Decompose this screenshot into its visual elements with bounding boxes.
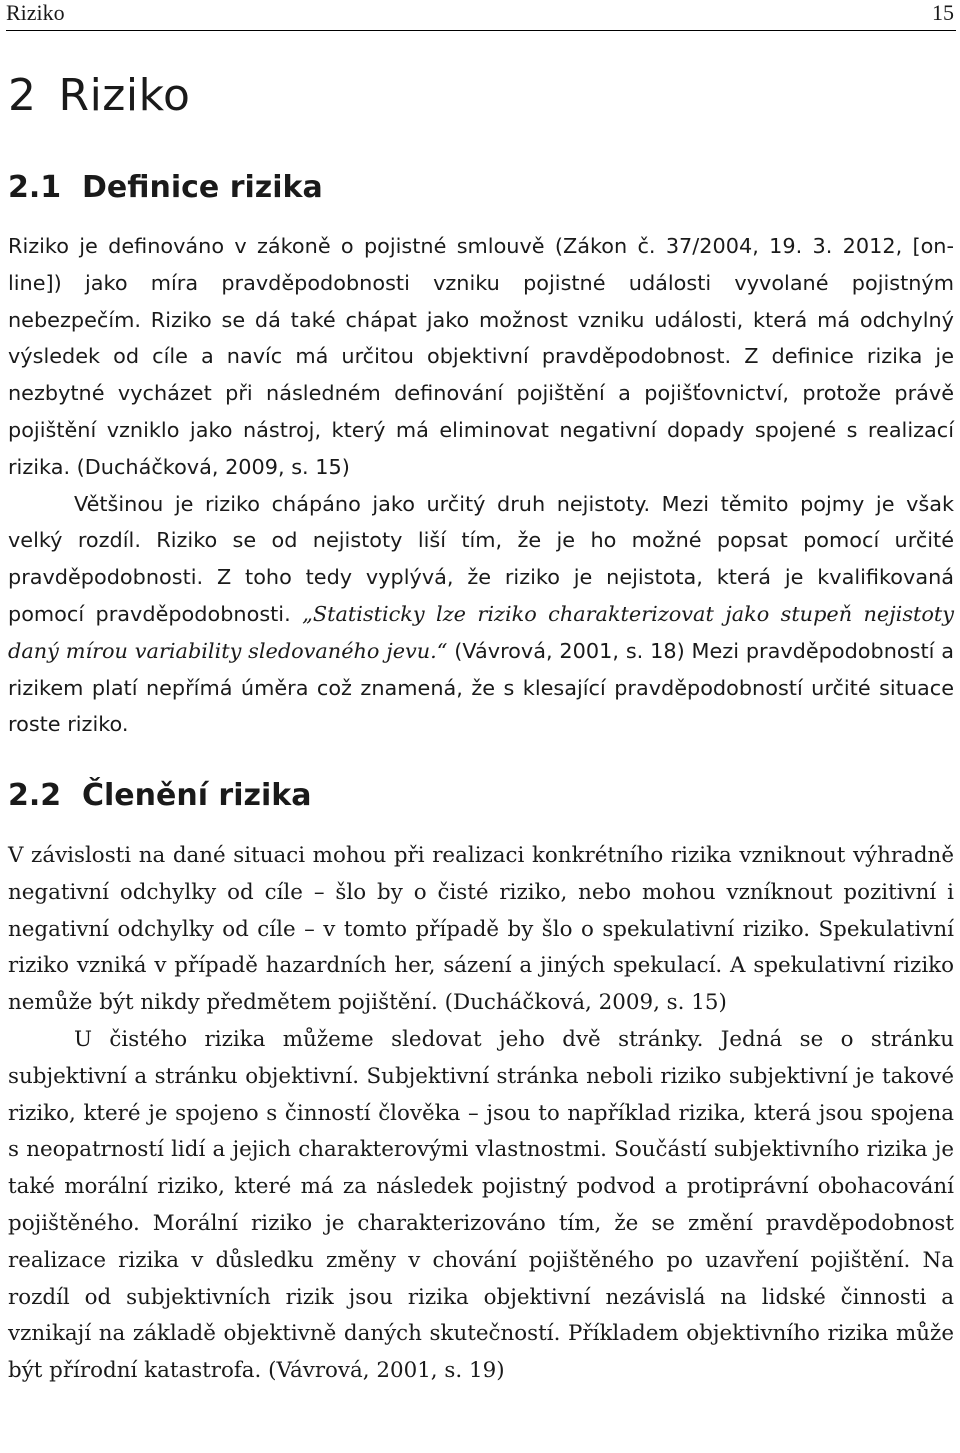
paragraph-text: Většinou je riziko chápáno jako určitý druh nejistoty. Mezi těmito pojmy je však velký rozdíl. Riziko se od nejistoty liší tím, že je ho možné popsat pomocí určité pravděpodobnosti. Z toho tedy vyplývá, že riziko je nejistota, která je kvalifikovaná pomocí pravděpodobnosti. bbox=[8, 491, 954, 626]
quotation: „Statisticky lze riziko charakterizovat jako stupeň nejistoty daný mírou variability sledovaného jevu.“ bbox=[8, 601, 954, 663]
section-body bbox=[8, 838, 954, 1390]
section-number: 2.2 bbox=[8, 778, 62, 813]
paragraph-text: (Vávrová, 2001, s. 18) Mezi pravděpodobností a rizikem platí nepřímá úměra což znamená, že s klesající pravděpodobností určité situace roste riziko. bbox=[8, 638, 954, 737]
running-title: Riziko bbox=[6, 0, 65, 25]
section-heading bbox=[8, 778, 311, 813]
chapter-title bbox=[8, 70, 190, 121]
section-body bbox=[8, 228, 954, 743]
paragraph: Riziko je definováno v zákoně o pojistné smlouvě (Zákon č. 37/2004, 19. 3. 2012, [on-line]) jako míra pravděpodobnosti vzniku pojistné události vyvolané pojistným nebezpečím. Riziko se dá také chápat jako možnost vzniku události, která má odchylný výsledek od cíle a navíc má určitou objektivní pravděpodobnost. Z definice rizika je nezbytné vycházet při následném definování pojištění a pojišťovnictví, protože právě pojištění vzniklo jako nástroj, který má eliminovat negativní dopady spojené s realizací rizika. (Ducháčková, 2009, s. 15) bbox=[8, 234, 954, 479]
paragraph: U čistého rizika můžeme sledovat jeho dvě stránky. Jedná se o stránku subjektivní a stránku objektivní. Subjektivní stránka neboli riziko subjektivní je takové riziko, které je spojeno s činností člověka – jsou to například rizika, která jsou spojena s neopatrností lidí a jejich charakterovými vlastnostmi. Součástí subjektivního rizika je také morální riziko, které má za následek pojistný podvod a protiprávní obohacování pojištěného. Morální riziko je charakterizováno tím, že se změní pravděpodobnost realizace rizika v důsledku změny v chování pojištěného po uzavření pojištění. Na rozdíl od subjektivních rizik jsou rizika objektivní nezávislá na lidské činnosti a vznikají na základě objektivně daných skutečností. Příkladem objektivního rizika může být přírodní katastrofa. (Vávrová, 2001, s. 19) bbox=[8, 1026, 954, 1384]
chapter-title-text: Riziko bbox=[58, 70, 191, 121]
page-number: 15 bbox=[932, 0, 954, 25]
paragraph bbox=[8, 486, 954, 744]
section-title: Definice rizika bbox=[82, 170, 323, 205]
section-heading bbox=[8, 170, 323, 205]
chapter-number: 2 bbox=[8, 70, 37, 121]
page-header bbox=[6, 0, 956, 31]
paragraph: V závislosti na dané situaci mohou při realizaci konkrétního rizika vzniknout výhradně negativní odchylky od cíle – šlo by o čisté riziko, nebo mohou vzníknout pozitivní i negativní odchylky od cíle – v tomto případě by šlo o spekulativní riziko. Spekulativní riziko vzniká v případě hazardních her, sázení a jiných spekulací. A spekulativní riziko nemůže být nikdy předmětem pojištění. (Ducháčková, 2009, s. 15) bbox=[8, 843, 954, 1016]
section-title: Členění rizika bbox=[82, 778, 312, 813]
section-number: 2.1 bbox=[8, 170, 62, 205]
